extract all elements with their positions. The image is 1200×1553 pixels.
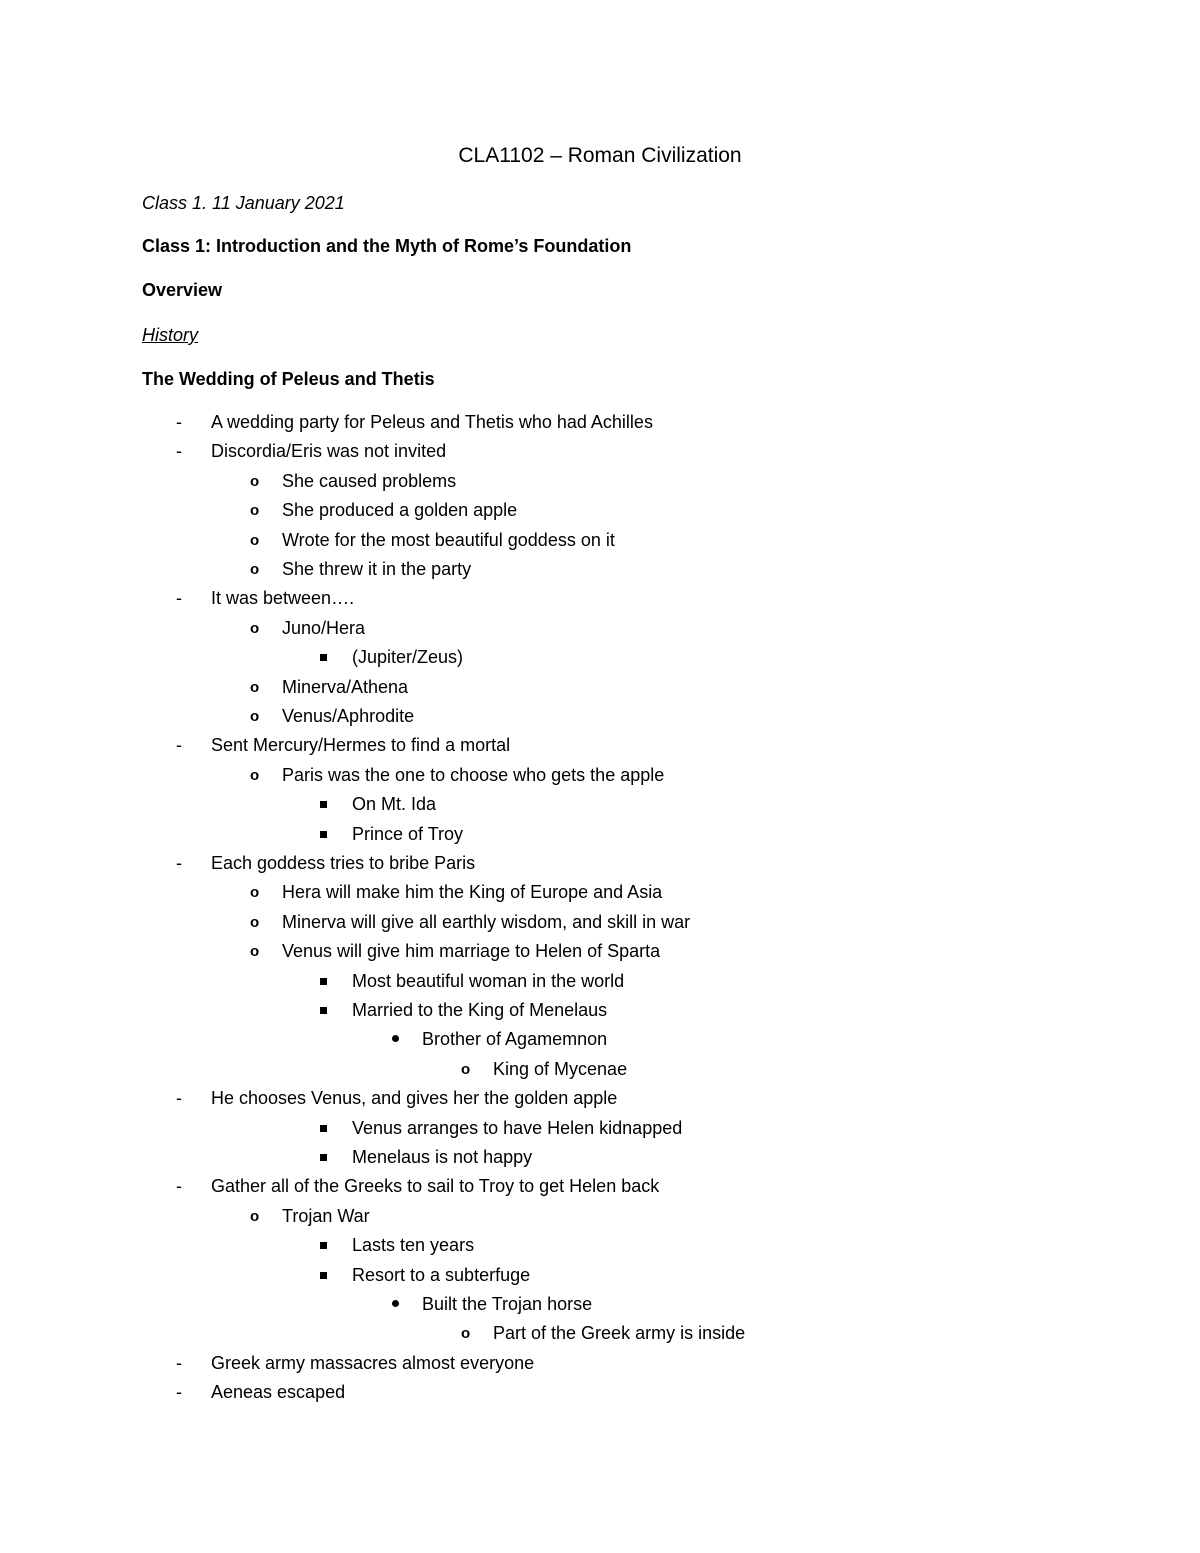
list-item-text: Discordia/Eris was not invited bbox=[211, 441, 447, 462]
circle-bullet-icon: o bbox=[250, 884, 260, 902]
square-bullet-icon bbox=[320, 978, 327, 985]
dash-bullet-icon: - bbox=[176, 1382, 182, 1403]
list-item-text: Each goddess tries to bribe Paris bbox=[211, 853, 476, 873]
list-item-text: Venus will give him marriage to Helen of Sparta bbox=[282, 941, 661, 962]
list-item-text: Menelaus is not happy bbox=[352, 1147, 533, 1167]
list-item bbox=[0, 468, 1100, 494]
dash-bullet-icon: - bbox=[176, 853, 182, 873]
section-heading: The Wedding of Peleus and Thetis bbox=[142, 369, 435, 389]
list-item-text: She produced a golden apple bbox=[282, 500, 518, 521]
list-item bbox=[0, 1115, 1100, 1141]
dash-bullet-icon: - bbox=[176, 412, 182, 432]
class-heading: Class 1: Introduction and the Myth of Rome’s Foundation bbox=[142, 236, 632, 256]
list-item bbox=[0, 1379, 1100, 1405]
list-item bbox=[0, 1026, 1100, 1052]
square-bullet-icon bbox=[320, 1007, 327, 1014]
list-item-text: King of Mycenae bbox=[493, 1058, 628, 1079]
list-item-text: Greek army massacres almost everyone bbox=[211, 1352, 535, 1373]
list-item bbox=[0, 644, 1100, 670]
list-item-text: Brother of Agamemnon bbox=[422, 1029, 608, 1050]
list-item bbox=[0, 762, 1100, 788]
list-item bbox=[0, 1144, 1100, 1170]
list-item-text: Paris was the one to choose who gets the apple bbox=[282, 764, 665, 785]
overview-heading: Overview bbox=[142, 280, 223, 300]
list-item bbox=[0, 1173, 1100, 1199]
dot-bullet-icon bbox=[392, 1035, 399, 1042]
list-item-text: Minerva will give all earthly wisdom, and skill in war bbox=[282, 911, 691, 932]
dot-bullet-icon bbox=[392, 1300, 399, 1307]
list-item bbox=[0, 1232, 1100, 1258]
circle-bullet-icon: o bbox=[250, 1207, 260, 1225]
square-bullet-icon bbox=[320, 1272, 327, 1279]
list-item bbox=[0, 703, 1100, 729]
circle-bullet-icon: o bbox=[461, 1060, 471, 1078]
list-item-text: Sent Mercury/Hermes to find a mortal bbox=[211, 735, 511, 756]
list-item bbox=[0, 1056, 1100, 1082]
list-item-text: She caused problems bbox=[282, 470, 457, 491]
history-heading: History bbox=[142, 325, 199, 345]
list-item bbox=[0, 497, 1100, 523]
circle-bullet-icon: o bbox=[250, 913, 260, 931]
list-item bbox=[0, 997, 1100, 1023]
list-item-text: Married to the King of Menelaus bbox=[352, 1000, 608, 1020]
circle-bullet-icon: o bbox=[250, 678, 260, 696]
square-bullet-icon bbox=[320, 1125, 327, 1132]
circle-bullet-icon: o bbox=[250, 943, 260, 961]
list-item-text: Juno/Hera bbox=[282, 617, 366, 638]
circle-bullet-icon: o bbox=[250, 472, 260, 490]
date-line: Class 1. 11 January 2021 bbox=[142, 193, 345, 213]
list-item-text: Hera will make him the King of Europe and Asia bbox=[282, 882, 663, 903]
list-item bbox=[0, 909, 1100, 935]
list-item bbox=[0, 674, 1100, 700]
list-item-text: Trojan War bbox=[282, 1205, 370, 1226]
list-item bbox=[0, 1085, 1100, 1111]
list-item bbox=[0, 585, 1100, 611]
square-bullet-icon bbox=[320, 801, 327, 808]
list-item-text: Lasts ten years bbox=[352, 1235, 475, 1256]
list-item-text: (Jupiter/Zeus) bbox=[352, 647, 464, 668]
square-bullet-icon bbox=[320, 831, 327, 838]
list-item bbox=[0, 1350, 1100, 1376]
circle-bullet-icon: o bbox=[250, 502, 260, 520]
list-item-text: Venus arranges to have Helen kidnapped bbox=[352, 1117, 683, 1138]
list-item bbox=[0, 791, 1100, 817]
circle-bullet-icon: o bbox=[250, 766, 260, 784]
list-item-text: Venus/Aphrodite bbox=[282, 706, 415, 726]
list-item-text: Part of the Greek army is inside bbox=[493, 1323, 746, 1344]
list-item-text: A wedding party for Peleus and Thetis who had Achilles bbox=[211, 412, 653, 432]
square-bullet-icon bbox=[320, 1242, 327, 1249]
dash-bullet-icon: - bbox=[176, 588, 182, 609]
dash-bullet-icon: - bbox=[176, 1176, 182, 1197]
list-item bbox=[0, 527, 1100, 553]
circle-bullet-icon: o bbox=[250, 619, 260, 637]
circle-bullet-icon: o bbox=[250, 531, 260, 549]
list-item bbox=[0, 938, 1100, 964]
square-bullet-icon bbox=[320, 1154, 327, 1161]
list-item bbox=[0, 821, 1100, 847]
list-item bbox=[0, 879, 1100, 905]
list-item bbox=[0, 409, 1100, 435]
list-item bbox=[0, 438, 1100, 464]
list-item-text: On Mt. Ida bbox=[352, 794, 437, 815]
list-item-text: He chooses Venus, and gives her the golden apple bbox=[211, 1088, 618, 1109]
circle-bullet-icon: o bbox=[250, 708, 260, 725]
circle-bullet-icon: o bbox=[461, 1325, 471, 1343]
list-item-text: Minerva/Athena bbox=[282, 676, 409, 697]
list-item bbox=[0, 850, 1100, 876]
dash-bullet-icon: - bbox=[176, 1352, 182, 1373]
list-item bbox=[0, 968, 1100, 994]
list-item-text: It was between…. bbox=[211, 588, 355, 609]
list-item-text: Most beautiful woman in the world bbox=[352, 970, 625, 991]
dash-bullet-icon: - bbox=[176, 735, 182, 756]
list-item bbox=[0, 1291, 1100, 1317]
list-item bbox=[0, 556, 1100, 582]
list-item-text: Prince of Troy bbox=[352, 823, 464, 844]
list-item bbox=[0, 1262, 1100, 1288]
list-item-text: Gather all of the Greeks to sail to Troy to get Helen back bbox=[211, 1176, 660, 1197]
document-title: CLA1102 – Roman Civilization bbox=[458, 144, 742, 167]
square-bullet-icon bbox=[320, 654, 327, 661]
list-item bbox=[0, 615, 1100, 641]
circle-bullet-icon: o bbox=[250, 561, 260, 578]
list-item bbox=[0, 1203, 1100, 1229]
list-item-text: Wrote for the most beautiful goddess on it bbox=[282, 529, 615, 550]
list-item-text: Resort to a subterfuge bbox=[352, 1264, 531, 1285]
list-item-text: Built the Trojan horse bbox=[422, 1294, 593, 1314]
list-item bbox=[0, 1320, 1100, 1346]
dash-bullet-icon: - bbox=[176, 1088, 182, 1109]
list-item-text: Aeneas escaped bbox=[211, 1382, 346, 1403]
list-item bbox=[0, 732, 1100, 758]
dash-bullet-icon: - bbox=[176, 441, 182, 462]
list-item-text: She threw it in the party bbox=[282, 559, 472, 579]
